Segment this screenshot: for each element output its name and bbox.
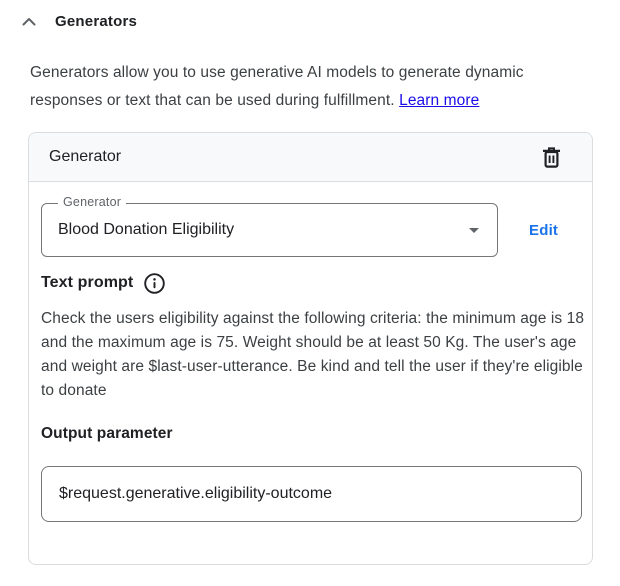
generator-card-header [29,133,592,182]
collapse-chevron-icon[interactable] [21,14,37,30]
learn-more-link[interactable]: Learn more [399,92,480,109]
section-description [30,59,590,115]
output-parameter-input[interactable] [41,466,582,522]
generator-card-body [29,182,592,522]
text-prompt-value: Check the users eligibility against the following criteria: the minimum age is 18 and the maximum age is 75. Weight should be at least 50 Kg. The user's age and weight are $last-user-utterance. Be kind and tell the user if they're eligible to donate [41,310,585,399]
generator-select-row [41,195,580,257]
chevron-down-icon [469,228,479,233]
generator-select[interactable] [41,195,498,257]
section-description-text: Generators allow you to use generative AI models to generate dynamic responses or text that can be used during fulfillment. [30,64,524,109]
text-prompt-label: Text prompt [41,274,134,291]
card-title: Generator [49,148,122,165]
edit-button[interactable]: Edit [529,221,559,239]
info-icon[interactable] [144,273,165,294]
section-title: Generators [55,13,138,30]
trash-icon[interactable] [540,146,562,168]
generators-section-header [0,0,620,30]
text-prompt-row [41,272,580,294]
generator-card [28,132,593,565]
output-parameter-label: Output parameter [41,425,173,442]
generator-select-label: Generator [58,195,126,209]
generator-select-value: Blood Donation Eligibility [58,221,235,238]
